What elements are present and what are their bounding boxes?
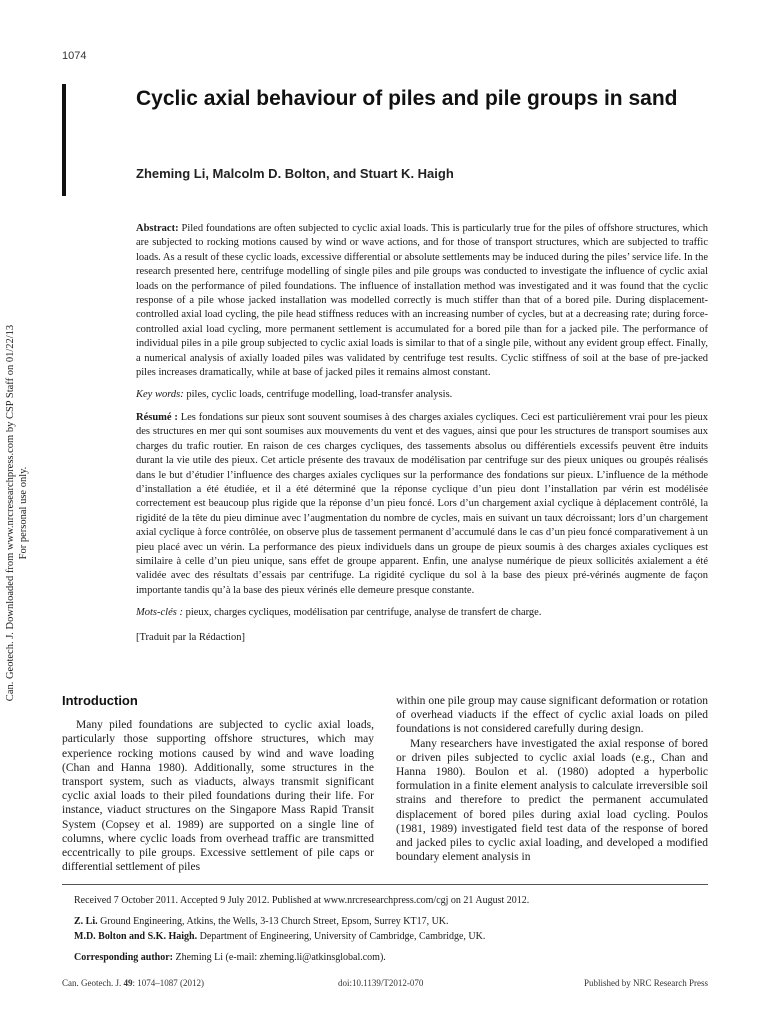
keywords-paragraph (136, 388, 708, 402)
paper-title: Cyclic axial behaviour of piles and pile groups in sand (136, 87, 678, 110)
affiliation-bolton-haigh (74, 929, 708, 944)
affiliation-li-name: Z. Li. (74, 916, 98, 927)
affiliation-li-text: Ground Engineering, Atkins, the Wells, 3-13 Church Street, Epsom, Surrey KT17, UK. (100, 916, 449, 927)
abstract-label: Abstract: (136, 223, 179, 234)
download-watermark (4, 278, 38, 748)
watermark-line-2: For personal use only. (18, 466, 29, 560)
journal-pages: : 1074–1087 (2012) (132, 978, 204, 988)
page-number: 1074 (62, 50, 87, 62)
title-accent-bar (62, 84, 66, 196)
body-column-right (396, 694, 708, 864)
abstract-text: Piled foundations are often subjected to cyclic axial loads. This is particularly true for the piles of offshore structures, which are subjected to rocking motions caused by wind or wave actions, and for those of transport structures, which are subjected to traffic loads. As a result of these cyclic loads, excessive differential or absolute settlements may be induced during the piles’ service life. In the research presented here, centrifuge modelling of single piles and pile groups was conducted to investigate the influence of cyclic axial loads on the performance of piled foundations. The influence of installation method was investigated and it was found that the cyclic response of a pile whose jacked installation was modelled correctly is much stiffer than that of a bored pile. During displacement-controlled axial load cycling, the pile head stiffness reduces with an increasing number of cycles, but at a decreasing rate; during force-controlled axial load cycling, more permanent settlement is accumulated for a bored pile than for a jacked pile. The performance of individual piles in a pile group subjected to cyclic axial loads is similar to that of a single pile, without any evident group effect. Finally, a numerical analysis of axially loaded piles was validated by centrifuge test results. Cyclic stiffness of soil at the base of pre-jacked piles increases dramatically, while at base of jacked piles it remains almost constant. (136, 223, 708, 379)
journal-name: Can. Geotech. J. (62, 978, 122, 988)
received-note: Received 7 October 2011. Accepted 9 July 2012. Published at www.nrcresearchpress.com/cgj on 21 August 2012. (74, 895, 530, 906)
author-list: Zheming Li, Malcolm D. Bolton, and Stuart K. Haigh (136, 166, 454, 181)
publisher: Published by NRC Research Press (584, 978, 708, 988)
introduction-paragraph-1-continued: within one pile group may cause significant deformation or rotation of overhead viaducts if the effect of cyclic axial loads on piled foundations is not considered carefully during design. (396, 695, 708, 736)
mots-cles-label: Mots-clés : (136, 607, 183, 619)
abstract-section (136, 222, 708, 645)
affiliation-bolton-haigh-text: Department of Engineering, University of Cambridge, Cambridge, UK. (199, 931, 486, 942)
corresponding-author (74, 950, 708, 965)
footnotes (74, 893, 708, 965)
footnote-divider (62, 884, 708, 885)
watermark-line-1: Can. Geotech. J. Downloaded from www.nrcresearchpress.com by CSP Staff on 01/22/13 (5, 324, 16, 702)
journal-citation (62, 978, 204, 988)
mots-cles-paragraph (136, 606, 708, 620)
keywords-text: piles, cyclic loads, centrifuge modelling, load-transfer analysis. (186, 389, 453, 401)
mots-cles-text: pieux, charges cycliques, modélisation par centrifuge, analyse de transfert de charge. (185, 607, 542, 619)
corresponding-author-text: Zheming Li (e-mail: zheming.li@atkinsglobal.com). (175, 952, 386, 963)
body-column-left (62, 694, 374, 874)
introduction-paragraph-2: Many researchers have investigated the axial response of bored or driven piles subjected to cyclic axial loads (e.g., Chan and Hanna 1980). Boulon et al. (1980) adopted a hyperbolic formulation in a finite element analysis to calculate irreversible soil strains and therefore to predict the permanent accumulated displacement of bored piles during axial load cycling. Poulos (1981, 1989) investigated field test data of the response of bored and jacked piles to cyclic axial loading, and developed a modified boundary element analysis in (396, 737, 708, 864)
introduction-heading: Introduction (62, 693, 138, 708)
doi: doi:10.1139/T2012-070 (338, 978, 424, 988)
translation-note: [Traduit par la Rédaction] (136, 631, 245, 643)
affiliation-bolton-haigh-name: M.D. Bolton and S.K. Haigh. (74, 931, 198, 942)
journal-volume: 49 (123, 978, 133, 988)
resume-label: Résumé : (136, 411, 178, 423)
resume-text: Les fondations sur pieux sont souvent soumises à des charges axiales cycliques. Ceci est particulièrement vrai pour les pieux des structures en mer qui sont soumises aux mouvements du vent et des vagues, ainsi que pour les structures de transport soumises aux charges du trafic routier. En raison de ces charges cycliques, des tassements absolus ou différentiels excessifs peuvent être induits durant la vie utile des pieux. Cet article présente des travaux de modélisation par centrifuge sur des pieux uniques ou groupés réalisés dans le but d’étudier l’influence des charges axiales cycliques sur la performance des fondations sur pieux. L’influence de la méthode d’installation a été étudiée, et il a été déterminé que la réponse cyclique d’un pieu dont l’installation par vérin est modélisée correctement est beaucoup plus rigide que la réponse d’un pieu foncé. Lors d’un chargement axial cyclique à déplacement contrôlé, la rigidité de la tête du pieu diminue avec l’augmentation du nombre de cycles, mais en suivant un taux décroissant; lors d’un chargement axial cyclique à force contrôlée, on observe plus de tassement permanent d’accumulé dans le cas d’un pieu foncé comparativement à un pieu placé avec un vérin. La performance des pieux individuels dans un groupe de pieux soumis à des charges axiales cycliques est similaire à celle d’un pieu unique, sans effet de groupe apparent. Enfin, une analyse numérique de pieux sollicités axialement a été validée avec des résultats d’essais par centrifuge. La rigidité cyclique du sol à la base des pieux pré-vérinés augmente de façon importante tandis qu’à la base des pieux vérinés elle demeure presque constante. (136, 411, 709, 596)
corresponding-author-label: Corresponding author: (74, 952, 173, 963)
abstract-paragraph (136, 222, 708, 380)
resume-paragraph (136, 411, 708, 598)
keywords-label: Key words: (136, 389, 184, 401)
affiliation-li (74, 914, 708, 929)
introduction-paragraph-1: Many piled foundations are subjected to cyclic axial loads, particularly those supporting offshore structures, which may experience rocking motions caused by wind and wave loading (Chan and Hanna 1980). Additionally, some structures in the transport system, such as viaducts, always transmit significant cyclic axial loads to their piled foundations during their life. For instance, viaduct structures on the Singapore Mass Rapid Transit System (Copsey et al. 1989) are supported on a single line of columns, where cyclic loads from overhead traffic are transmitted eccentrically to pile groups. Excessive settlement of pile caps or differential settlement of piles (62, 719, 374, 874)
